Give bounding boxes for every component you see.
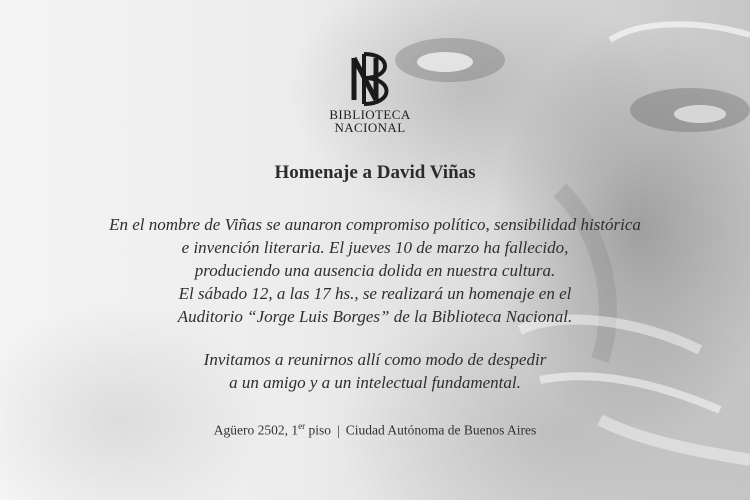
paragraph-line: a un amigo y a un intelectual fundamental.: [229, 373, 521, 392]
monogram-icon: [346, 50, 394, 108]
paragraph-line: El sábado 12, a las 17 hs., se realizará un homenaje en el: [178, 284, 572, 303]
invitation-paragraph: [40, 348, 710, 394]
city-name: Ciudad Autónoma de Buenos Aires: [345, 422, 537, 438]
page-title: Homenaje a David Viñas: [274, 162, 476, 183]
paragraph-line: En el nombre de Viñas se aunaron compromiso político, sensibilidad histórica: [109, 215, 641, 234]
floor-superscript: er: [298, 421, 306, 431]
logo-line-nacional: NACIONAL: [334, 120, 406, 135]
paragraph-line: Invitamos a reunirnos allí como modo de despedir: [203, 350, 547, 369]
logo-line-biblioteca: BIBLIOTECA: [329, 107, 411, 122]
tribute-paragraph: [40, 213, 710, 328]
address-separator: |: [337, 422, 340, 438]
street-address: Agüero 2502, 1: [213, 422, 299, 438]
biblioteca-nacional-logo: [325, 50, 415, 134]
floor-label: piso: [305, 422, 332, 438]
paragraph-line: Auditorio “Jorge Luis Borges” de la Biblioteca Nacional.: [177, 307, 573, 326]
address-line: [0, 421, 750, 439]
paragraph-line: produciendo una ausencia dolida en nuestra cultura.: [194, 261, 556, 280]
paragraph-line: e invención literaria. El jueves 10 de marzo ha fallecido,: [181, 238, 569, 257]
